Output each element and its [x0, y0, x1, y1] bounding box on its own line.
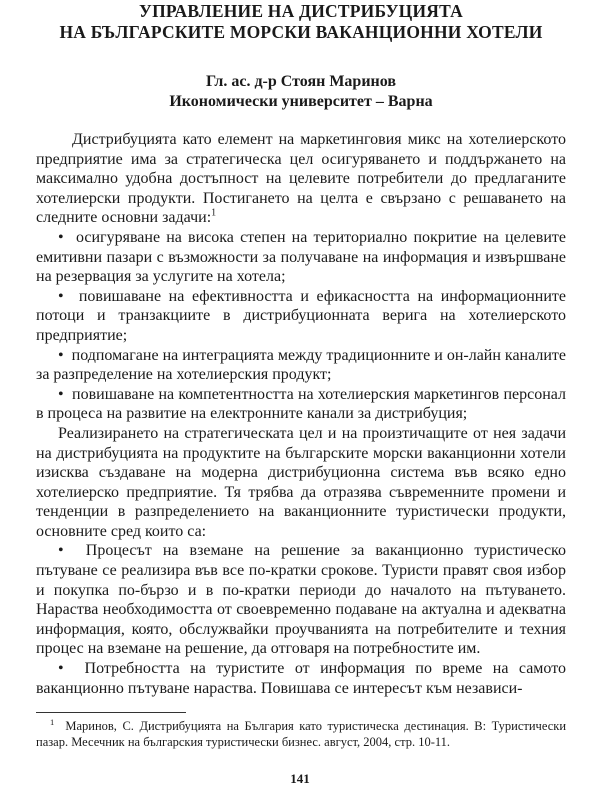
- footnote: [36, 718, 566, 750]
- list-item-text: повишаване на компетентността на хотелиерския маркетингов персонал в процеса на развитие на електронните канали за дистрибуция;: [36, 385, 567, 423]
- page-number: 141: [290, 771, 310, 786]
- title-line-2: НА БЪЛГАРСКИТЕ МОРСКИ ВАКАНЦИОННИ ХОТЕЛИ: [59, 22, 543, 42]
- list-item: [36, 541, 566, 659]
- paragraph-intro-text: Дистрибуцията като елемент на маркетинговия микс на хотелиерското предприятие има за стратегическа цел осигуряването и поддържането на максимално удобна достъпност на целевите потребители до предлаганите хотелиерски продукти. Постигането на целта е свързано с решаването на следните основни задачи:: [36, 131, 566, 227]
- list-item-text: подпомагане на интеграцията между традиционните и он-лайн каналите за разпределение на хотелиерския продукт;: [36, 346, 567, 384]
- bullet-icon: •: [58, 542, 64, 560]
- bullet-icon: •: [58, 346, 64, 364]
- bullet-icon: •: [58, 287, 64, 305]
- bullet-icon: •: [58, 660, 64, 678]
- bullet-icon: •: [58, 385, 64, 403]
- list-item-text: Потребността на туристите от информация по време на самото ваканционно пътуване нараства. Повишава се интересът към независи-: [36, 660, 566, 697]
- page-title: [36, 0, 566, 43]
- list-item-text: осигуряване на висока степен на териториално покритие на целевите емитивни пазари с възможности за получаване на информация и извършване на резервация за услугите на хотела;: [36, 228, 566, 286]
- author-affiliation: Икономически университет – Варна: [169, 93, 433, 110]
- list-item: [36, 385, 566, 424]
- list-item-text: повишаване на ефективността и ефикасността на информационните потоци и транзакциите в дистрибуционната верига на хотелиерското предприятие;: [36, 287, 566, 344]
- author-name: Гл. ас. д-р Стоян Маринов: [205, 73, 396, 90]
- list-item-text: Процесът на вземане на решение за ваканционно туристическо пътуване се реализира във все по-кратки срокове. Туристи правят своя избор и покупка по-бързо и в по-кратки периоди до началото на пътуването. Нараства необходимостта от своевременно подаване на актуална и адекватна информация, която, обслужвайки проучванията на потребителите и техния процес на вземане на решение, да отговаря на потребностите им.: [36, 542, 567, 658]
- list-item: [36, 659, 566, 698]
- footnote-divider: [36, 712, 186, 713]
- author-block: [36, 72, 566, 112]
- paragraph-system: Реализирането на стратегическата цел и на произтичащите от нея задачи на дистрибуцията на продуктите на българските морски ваканционни хотели изисква създаване на модерна дистрибуционна система във всяко едно хотелиерско предприятие. Тя трябва да отразява съвременните промени и тенденции в разпределението на ваканционните туристически продукти, основните сред които са:: [36, 424, 566, 540]
- list-item: [36, 346, 566, 385]
- bullet-icon: •: [58, 228, 64, 246]
- footnote-text: Маринов, С. Дистрибуцията на България като туристическа дестинация. В: Туристически пазар. Месечник на българския туристически бизнес. август, 2004, стр. 10-11.: [36, 719, 567, 749]
- article-body: [36, 130, 566, 698]
- paragraph-intro: [36, 130, 566, 228]
- title-line-1: УПРАВЛЕНИЕ НА ДИСТРИБУЦИЯТА: [139, 1, 463, 21]
- footnote-reference: 1: [211, 208, 217, 220]
- list-item: [36, 287, 566, 346]
- list-item: [36, 228, 566, 287]
- footnote-mark: 1: [50, 716, 55, 727]
